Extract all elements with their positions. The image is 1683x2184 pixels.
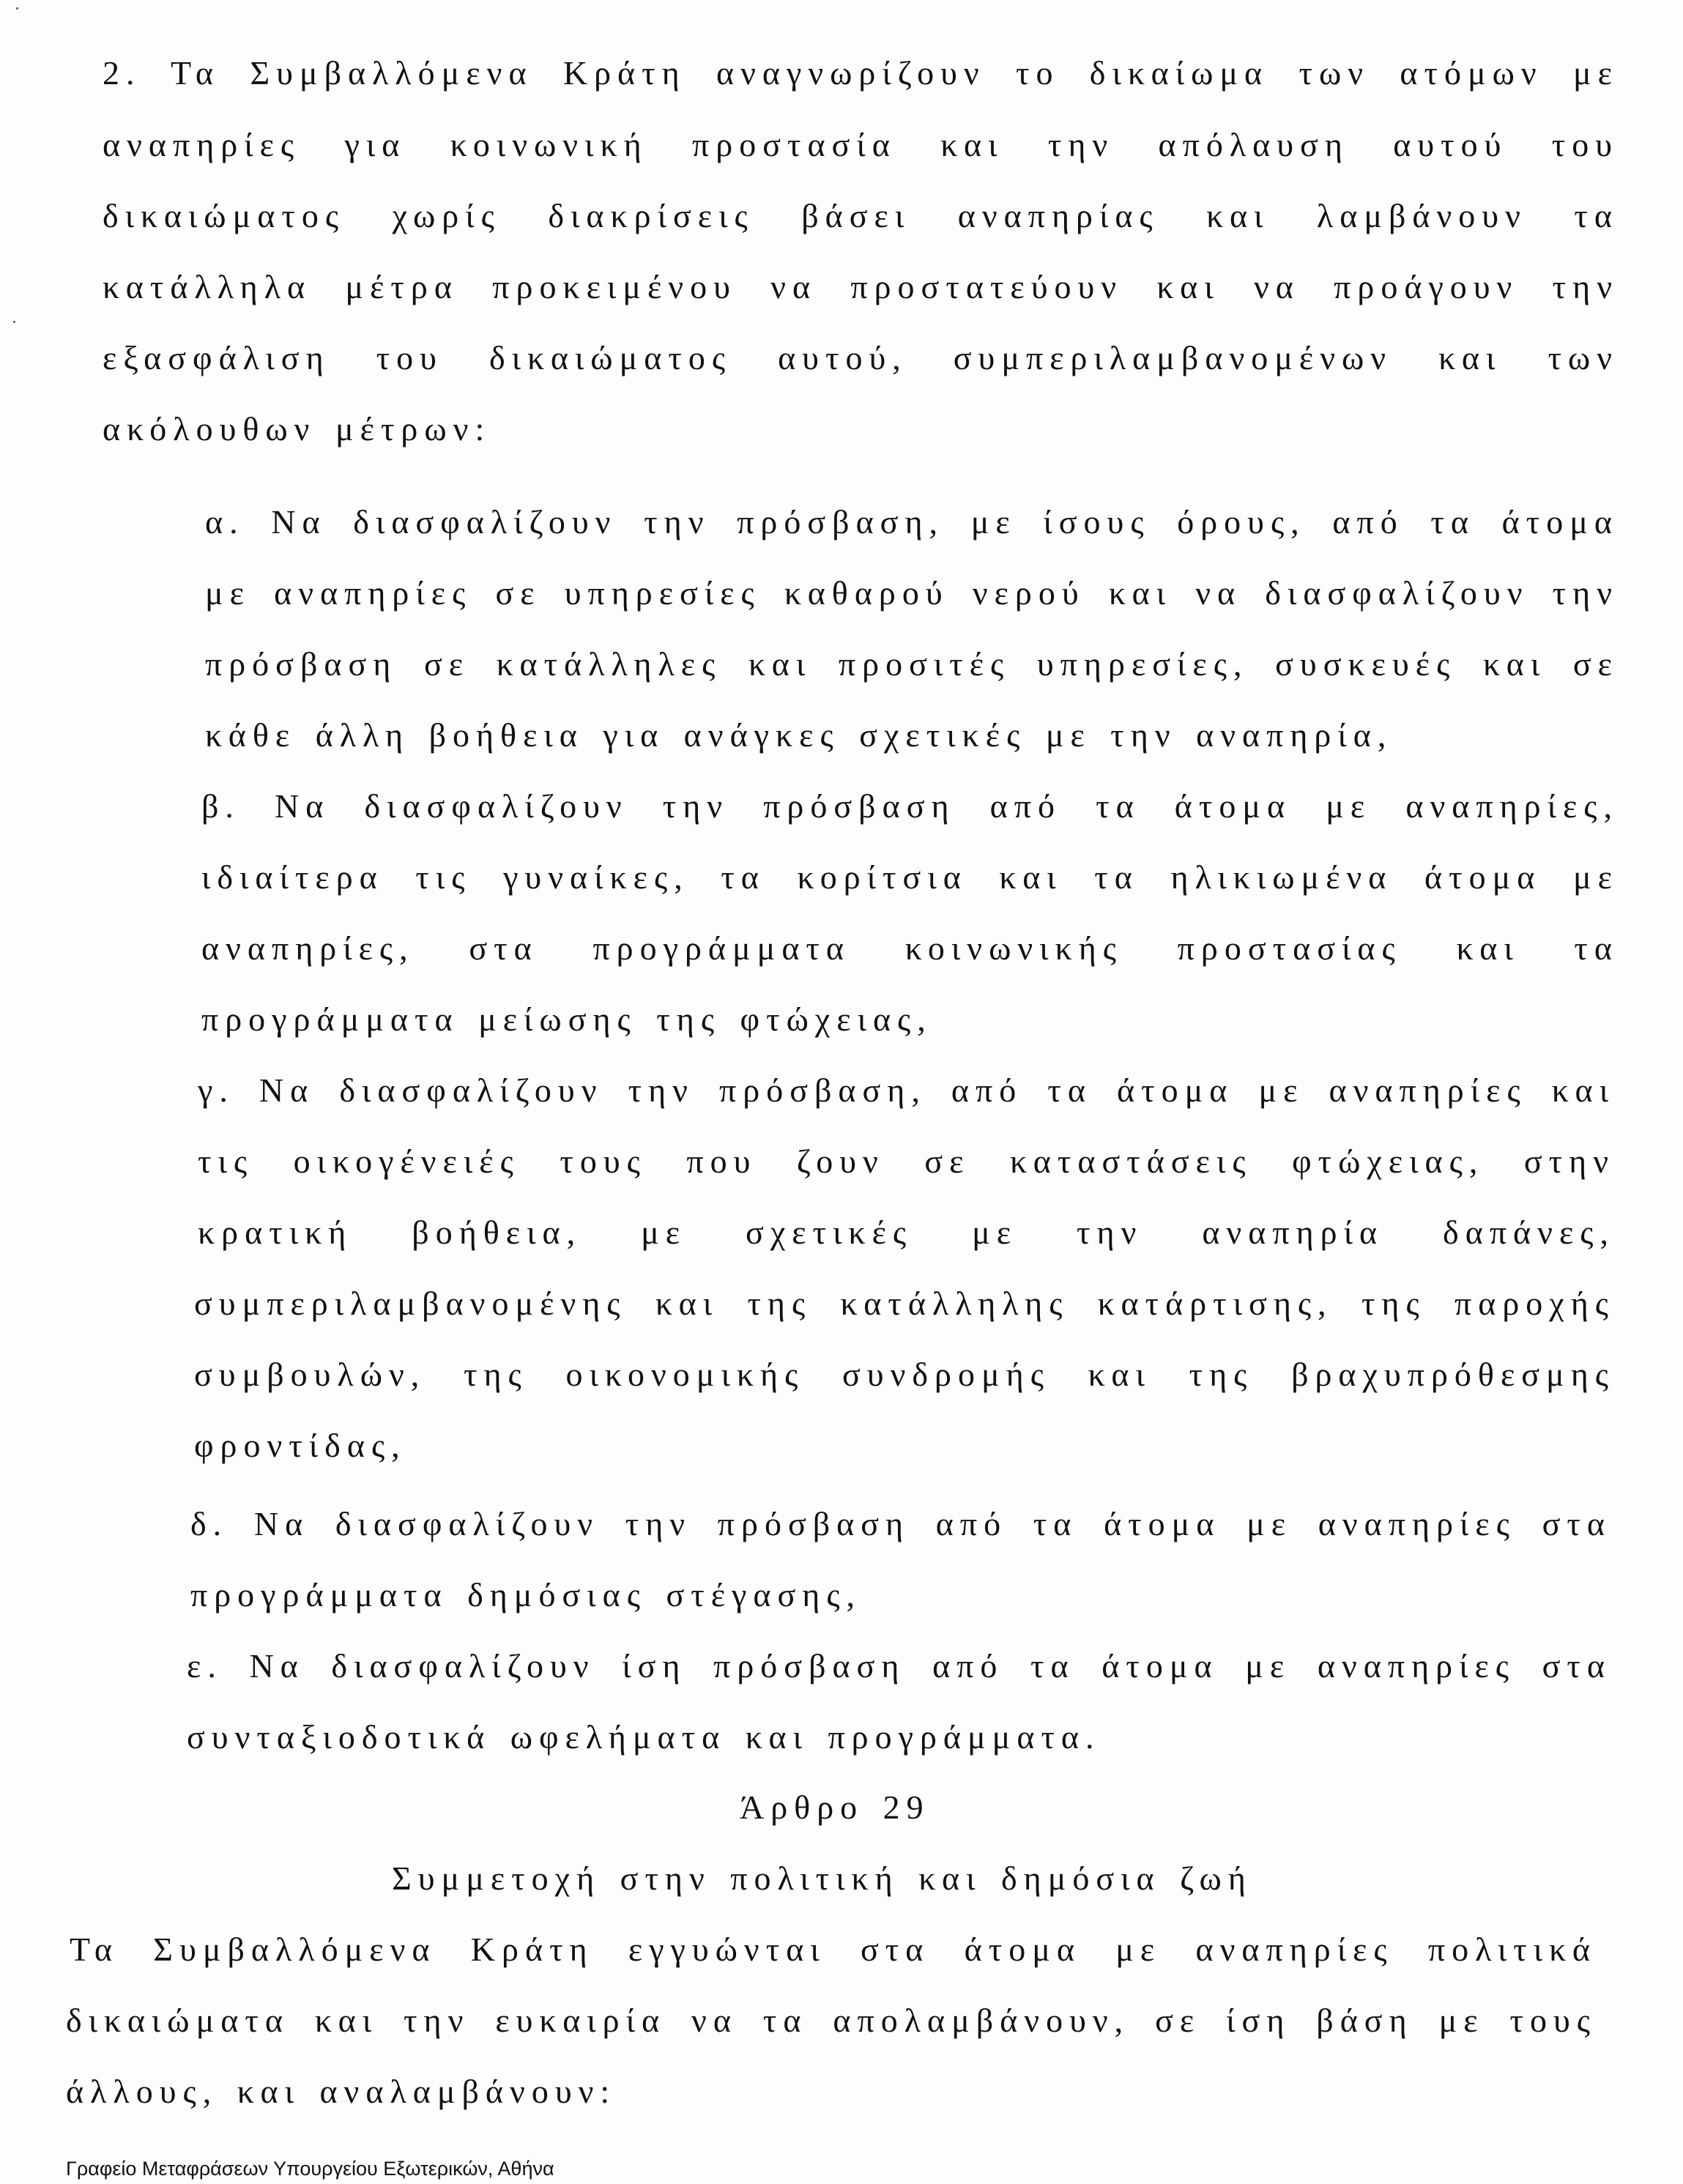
text-line: φροντίδας, bbox=[194, 1427, 406, 1464]
text-line: κρατική βοήθεια, με σχετικές με την αναπηρία δαπάνες, bbox=[198, 1214, 1615, 1251]
text-line: 2. Τα Συμβαλλόμενα Κράτη αναγνωρίζουν το δικαίωμα των ατόμων με bbox=[103, 54, 1619, 92]
text-line: τις οικογένειές τους που ζουν σε καταστάσεις φτώχειας, στην bbox=[198, 1143, 1615, 1180]
article-title: Συμμετοχή στην πολιτική και δημόσια ζωή bbox=[392, 1860, 1252, 1897]
text-line: δικαιώματα και την ευκαιρία να τα απολαμβάνουν, σε ίση βάση με τους bbox=[66, 2002, 1597, 2039]
text-line: αναπηρίες, στα προγράμματα κοινωνικής προστασίας και τα bbox=[201, 929, 1619, 967]
text-line: α. Να διασφαλίζουν την πρόσβαση, με ίσους όρους, από τα άτομα bbox=[205, 503, 1619, 541]
text-line: αναπηρίες για κοινωνική προστασία και την απόλαυση αυτού του bbox=[103, 126, 1619, 163]
text-line: ε. Να διασφαλίζουν ίση πρόσβαση από τα άτομα με αναπηρίες στα bbox=[187, 1647, 1611, 1685]
text-line: με αναπηρίες σε υπηρεσίες καθαρού νερού και να διασφαλίζουν την bbox=[205, 574, 1619, 612]
text-line: συνταξιοδοτικά ωφελήματα και προγράμματα. bbox=[187, 1718, 1101, 1756]
text-line: εξασφάλιση του δικαιώματος αυτού, συμπεριλαμβανομένων και των bbox=[103, 339, 1619, 376]
scan-speck bbox=[13, 321, 15, 323]
text-line: ιδιαίτερα τις γυναίκες, τα κορίτσια και τα ηλικιωμένα άτομα με bbox=[201, 858, 1619, 896]
text-line: πρόσβαση σε κατάλληλες και προσιτές υπηρεσίες, συσκευές και σε bbox=[205, 645, 1619, 683]
text-line: προγράμματα δημόσιας στέγασης, bbox=[190, 1576, 862, 1613]
text-line: ακόλουθων μέτρων: bbox=[103, 410, 491, 447]
text-line: δικαιώματος χωρίς διακρίσεις βάσει αναπηρίας και λαμβάνουν τα bbox=[103, 197, 1619, 234]
text-line: άλλους, και αναλαμβάνουν: bbox=[66, 2073, 617, 2110]
text-line: β. Να διασφαλίζουν την πρόσβαση από τα άτομα με αναπηρίες, bbox=[201, 787, 1619, 825]
text-line: συμβουλών, της οικονομικής συνδρομής και της βραχυπρόθεσμης bbox=[194, 1356, 1615, 1393]
text-line: Τα Συμβαλλόμενα Κράτη εγγυώνται στα άτομα με αναπηρίες πολιτικά bbox=[70, 1931, 1597, 1968]
text-line: κατάλληλα μέτρα προκειμένου να προστατεύουν και να προάγουν την bbox=[103, 268, 1619, 305]
text-line: γ. Να διασφαλίζουν την πρόσβαση, από τα άτομα με αναπηρίες και bbox=[198, 1071, 1615, 1109]
footer-source: Γραφείο Μεταφράσεων Υπουργείου Εξωτερικών, Αθήνα bbox=[66, 2158, 554, 2180]
text-line: δ. Να διασφαλίζουν την πρόσβαση από τα άτομα με αναπηρίες στα bbox=[190, 1505, 1611, 1542]
text-line: προγράμματα μείωσης της φτώχειας, bbox=[201, 1000, 932, 1038]
text-line: συμπεριλαμβανομένης και της κατάλληλης κατάρτισης, της παροχής bbox=[194, 1285, 1615, 1322]
article-heading: Άρθρο 29 bbox=[740, 1789, 930, 1826]
text-line: κάθε άλλη βοήθεια για ανάγκες σχετικές με την αναπηρία, bbox=[205, 716, 1393, 754]
scan-speck bbox=[16, 7, 18, 10]
